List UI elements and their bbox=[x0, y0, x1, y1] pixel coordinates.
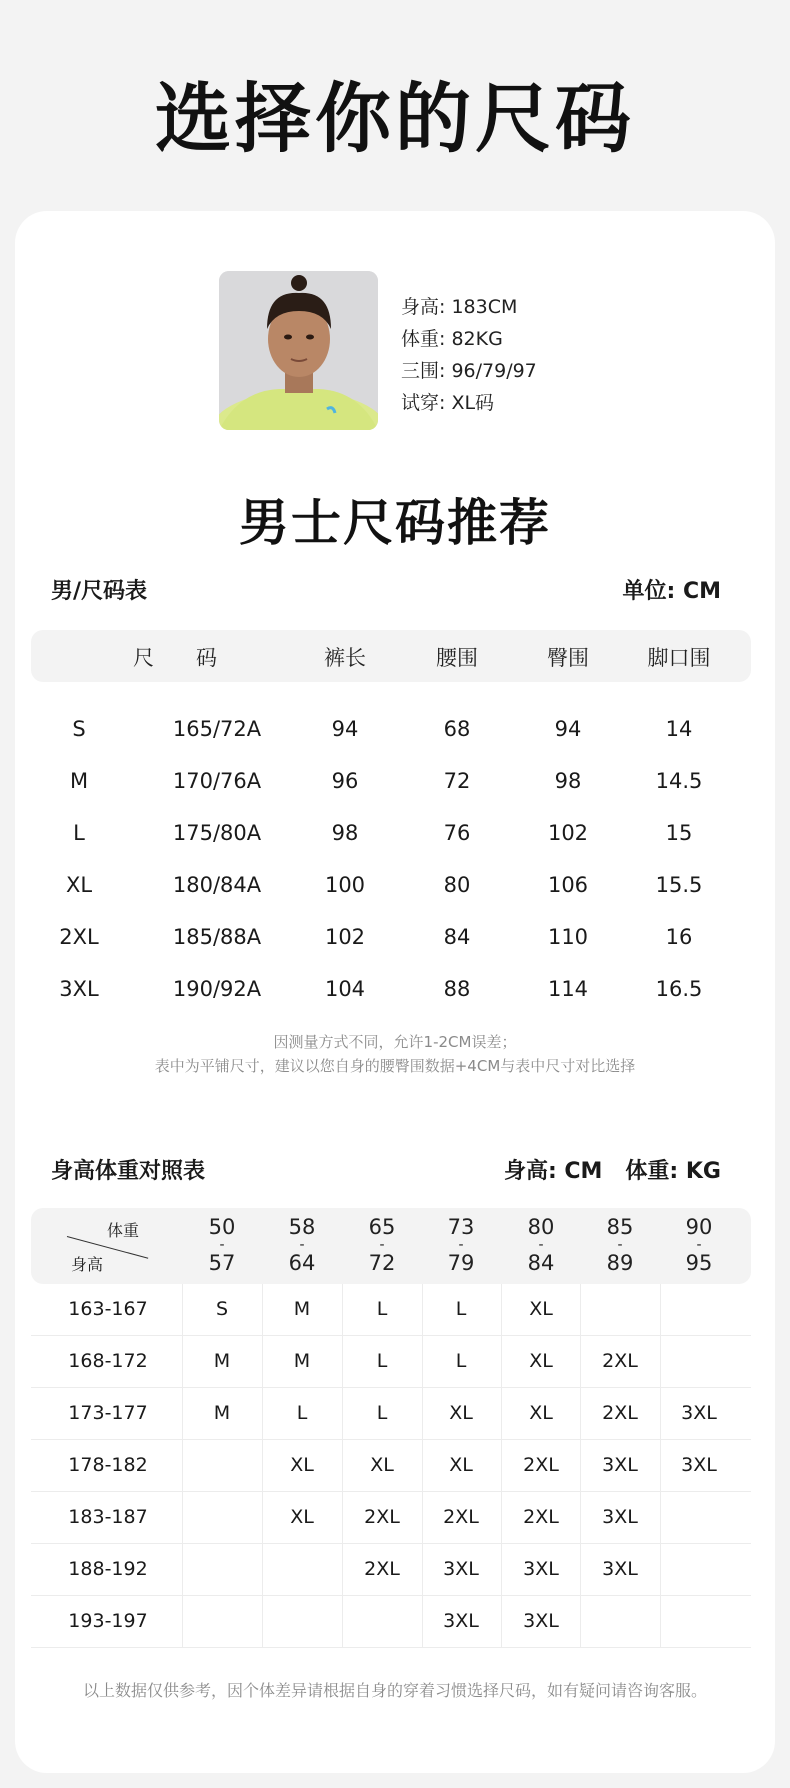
grid-line bbox=[342, 1284, 343, 1648]
weight-to: 64 bbox=[288, 1251, 316, 1275]
weight-to: 72 bbox=[368, 1251, 396, 1275]
size-cell-standard: 190/92A bbox=[172, 977, 262, 1001]
weight-from: 50 bbox=[208, 1215, 236, 1239]
hw-row bbox=[31, 1492, 751, 1544]
grid-line bbox=[262, 1284, 263, 1648]
range-dash: - bbox=[617, 1237, 623, 1253]
size-cell-size: 3XL bbox=[59, 977, 99, 1001]
size-chart-unit: 单位: CM bbox=[622, 579, 721, 604]
size-cell-pants-length: 104 bbox=[324, 977, 366, 1001]
hw-row bbox=[31, 1440, 751, 1492]
recommended-size: M bbox=[293, 1298, 311, 1320]
size-cell-waist: 72 bbox=[443, 769, 471, 793]
size-cell-size: L bbox=[73, 821, 85, 845]
size-cell-hip: 98 bbox=[554, 769, 582, 793]
range-dash: - bbox=[538, 1237, 544, 1253]
range-dash: - bbox=[696, 1237, 702, 1253]
header-waist: 腰围 bbox=[436, 646, 478, 670]
model-photo bbox=[219, 271, 378, 430]
size-cell-hip: 106 bbox=[547, 873, 589, 897]
grid-line bbox=[501, 1284, 502, 1648]
weight-from: 90 bbox=[685, 1215, 713, 1239]
recommended-size: M bbox=[213, 1402, 231, 1424]
hw-row bbox=[31, 1388, 751, 1440]
size-cell-hip: 110 bbox=[547, 925, 589, 949]
size-row bbox=[31, 913, 751, 965]
size-cell-hip: 102 bbox=[547, 821, 589, 845]
recommended-size: 3XL bbox=[523, 1610, 559, 1632]
hw-row bbox=[31, 1544, 751, 1596]
size-cell-leg-opening: 16.5 bbox=[655, 977, 703, 1001]
size-cell-size: S bbox=[72, 717, 86, 741]
size-cell-standard: 185/88A bbox=[172, 925, 262, 949]
header-leg-opening: 脚口围 bbox=[647, 646, 711, 670]
recommended-size: 2XL bbox=[602, 1402, 638, 1424]
corner-height-label: 身高 bbox=[71, 1255, 104, 1274]
weight-to: 79 bbox=[447, 1251, 475, 1275]
recommended-size: 3XL bbox=[523, 1558, 559, 1580]
size-cell-waist: 84 bbox=[443, 925, 471, 949]
recommended-size: XL bbox=[449, 1402, 473, 1424]
recommended-size: 3XL bbox=[602, 1506, 638, 1528]
recommended-size: M bbox=[213, 1350, 231, 1372]
recommended-size: 2XL bbox=[523, 1454, 559, 1476]
size-cell-size: XL bbox=[65, 873, 93, 897]
recommended-size: 3XL bbox=[443, 1558, 479, 1580]
model-fit: 试穿: XL码 bbox=[401, 392, 495, 414]
size-cell-size: 2XL bbox=[59, 925, 99, 949]
recommended-size: XL bbox=[529, 1298, 553, 1320]
recommend-title: 男士尺码推荐 bbox=[239, 494, 551, 552]
model-weight: 体重: 82KG bbox=[401, 328, 503, 350]
size-row bbox=[31, 809, 751, 861]
model-info bbox=[401, 291, 537, 419]
size-row bbox=[31, 965, 751, 1017]
weight-from: 58 bbox=[288, 1215, 316, 1239]
size-note-1: 因测量方式不同，允许1-2CM误差； bbox=[273, 1033, 517, 1051]
height-range: 173-177 bbox=[68, 1402, 148, 1424]
weight-range-header bbox=[447, 1215, 475, 1275]
size-row bbox=[31, 705, 751, 757]
weight-from: 73 bbox=[447, 1215, 475, 1239]
hw-chart-label: 身高体重对照表 bbox=[51, 1159, 206, 1184]
height-range: 168-172 bbox=[68, 1350, 148, 1372]
range-dash: - bbox=[458, 1237, 464, 1253]
recommended-size: 3XL bbox=[602, 1558, 638, 1580]
recommended-size: 2XL bbox=[602, 1350, 638, 1372]
page-title: 选择你的尺码 bbox=[155, 74, 635, 163]
recommended-size: M bbox=[293, 1350, 311, 1372]
range-dash: - bbox=[299, 1237, 305, 1253]
recommended-size: XL bbox=[370, 1454, 394, 1476]
height-range: 178-182 bbox=[68, 1454, 148, 1476]
recommended-size: L bbox=[296, 1402, 308, 1424]
range-dash: - bbox=[379, 1237, 385, 1253]
grid-line bbox=[660, 1284, 661, 1648]
weight-from: 80 bbox=[527, 1215, 555, 1239]
recommended-size: XL bbox=[529, 1402, 553, 1424]
size-cell-pants-length: 102 bbox=[324, 925, 366, 949]
size-note-2: 表中为平铺尺寸，建议以您自身的腰臀围数据+4CM与表中尺寸对比选择 bbox=[154, 1057, 636, 1075]
size-cell-pants-length: 100 bbox=[324, 873, 366, 897]
weight-range-header bbox=[685, 1215, 713, 1275]
recommended-size: XL bbox=[449, 1454, 473, 1476]
size-cell-pants-length: 96 bbox=[331, 769, 359, 793]
size-cell-waist: 76 bbox=[443, 821, 471, 845]
height-range: 183-187 bbox=[68, 1506, 148, 1528]
corner-weight-label: 体重 bbox=[107, 1221, 140, 1240]
recommended-size: S bbox=[215, 1298, 229, 1320]
hw-row bbox=[31, 1596, 751, 1648]
size-cell-hip: 94 bbox=[554, 717, 582, 741]
size-cell-leg-opening: 16 bbox=[665, 925, 693, 949]
header-hip: 臀围 bbox=[547, 646, 589, 670]
size-cell-pants-length: 98 bbox=[331, 821, 359, 845]
hw-row bbox=[31, 1336, 751, 1388]
recommended-size: 3XL bbox=[602, 1454, 638, 1476]
size-cell-leg-opening: 15.5 bbox=[655, 873, 703, 897]
hw-chart-unit: 身高: CM 体重: KG bbox=[503, 1159, 721, 1184]
recommended-size: L bbox=[376, 1350, 388, 1372]
recommended-size: 3XL bbox=[681, 1454, 717, 1476]
model-measurements: 三围: 96/79/97 bbox=[401, 360, 537, 382]
grid-line bbox=[580, 1284, 581, 1648]
grid-line bbox=[182, 1284, 183, 1648]
weight-range-header bbox=[527, 1215, 555, 1275]
size-cell-waist: 68 bbox=[443, 717, 471, 741]
weight-from: 65 bbox=[368, 1215, 396, 1239]
size-cell-hip: 114 bbox=[547, 977, 589, 1001]
range-dash: - bbox=[219, 1237, 225, 1253]
weight-range-header bbox=[288, 1215, 316, 1275]
size-row bbox=[31, 861, 751, 913]
hw-chart-header bbox=[31, 1208, 751, 1284]
recommended-size: L bbox=[376, 1402, 388, 1424]
height-range: 188-192 bbox=[68, 1558, 148, 1580]
size-cell-waist: 80 bbox=[443, 873, 471, 897]
model-height: 身高: 183CM bbox=[401, 296, 518, 318]
size-cell-standard: 175/80A bbox=[172, 821, 262, 845]
header-pants-length: 裤长 bbox=[324, 646, 366, 670]
size-row bbox=[31, 757, 751, 809]
weight-range-header bbox=[606, 1215, 634, 1275]
recommended-size: L bbox=[376, 1298, 388, 1320]
recommended-size: XL bbox=[290, 1506, 314, 1528]
weight-range-header bbox=[368, 1215, 396, 1275]
size-cell-standard: 180/84A bbox=[172, 873, 262, 897]
recommended-size: 2XL bbox=[523, 1506, 559, 1528]
header-size: 尺 码 bbox=[133, 646, 217, 670]
size-cell-leg-opening: 14 bbox=[665, 717, 693, 741]
recommended-size: 3XL bbox=[681, 1402, 717, 1424]
size-card bbox=[15, 211, 775, 1773]
recommended-size: 2XL bbox=[443, 1506, 479, 1528]
hw-footer-note: 以上数据仅供参考，因个体差异请根据自身的穿着习惯选择尺码，如有疑问请咨询客服。 bbox=[82, 1681, 707, 1700]
size-cell-standard: 170/76A bbox=[172, 769, 262, 793]
recommended-size: XL bbox=[529, 1350, 553, 1372]
size-chart-label: 男/尺码表 bbox=[51, 579, 148, 604]
recommended-size: L bbox=[455, 1298, 467, 1320]
weight-to: 89 bbox=[606, 1251, 634, 1275]
height-range: 193-197 bbox=[68, 1610, 148, 1632]
weight-range-header bbox=[208, 1215, 236, 1275]
size-cell-pants-length: 94 bbox=[331, 717, 359, 741]
recommended-size: 3XL bbox=[443, 1610, 479, 1632]
recommended-size: XL bbox=[290, 1454, 314, 1476]
size-cell-leg-opening: 14.5 bbox=[655, 769, 703, 793]
recommended-size: 2XL bbox=[364, 1506, 400, 1528]
recommended-size: L bbox=[455, 1350, 467, 1372]
weight-from: 85 bbox=[606, 1215, 634, 1239]
height-range: 163-167 bbox=[68, 1298, 148, 1320]
grid-line bbox=[422, 1284, 423, 1648]
weight-to: 57 bbox=[208, 1251, 236, 1275]
size-cell-size: M bbox=[69, 769, 89, 793]
size-cell-leg-opening: 15 bbox=[665, 821, 693, 845]
weight-to: 84 bbox=[527, 1251, 555, 1275]
hw-row bbox=[31, 1284, 751, 1336]
size-chart-header bbox=[31, 630, 751, 682]
size-cell-waist: 88 bbox=[443, 977, 471, 1001]
recommended-size: 2XL bbox=[364, 1558, 400, 1580]
weight-to: 95 bbox=[685, 1251, 713, 1275]
size-cell-standard: 165/72A bbox=[172, 717, 262, 741]
